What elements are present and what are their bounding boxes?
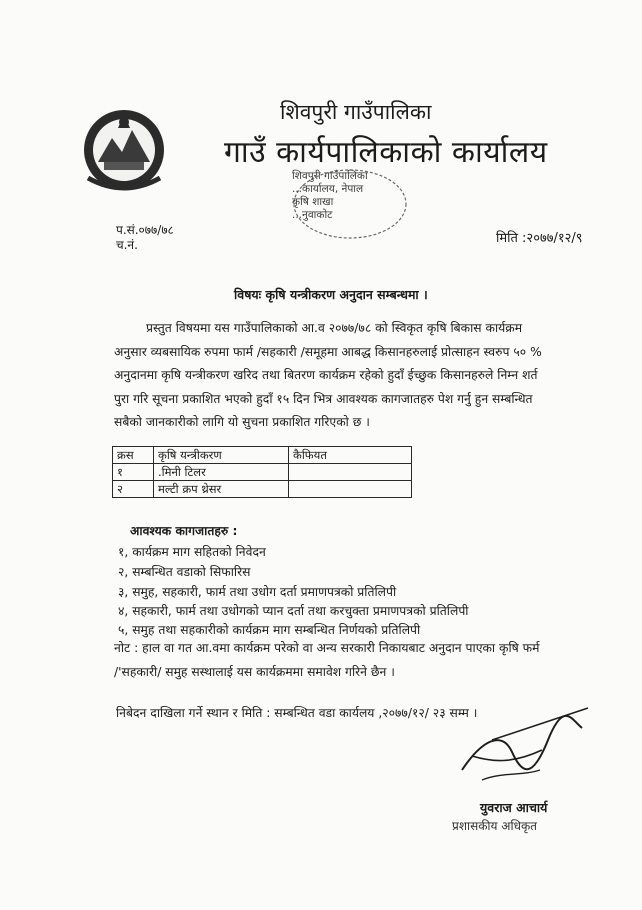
table-cell-machinery: मल्टी क्रप थ्रेसर (154, 481, 289, 498)
reference-number: प.सं.०७७/७८ (116, 223, 174, 237)
column-header-remarks: कैफियत (289, 447, 412, 464)
signatory-post: प्रशासकीय अधिकृत (452, 819, 538, 833)
table-cell-remarks (289, 481, 412, 498)
table-cell-serial: २ (113, 481, 154, 498)
list-item: ५, समुह तथा सहकारीको कार्यक्रम माग सम्बन्धित निर्णयको प्रतिलिपी (118, 623, 421, 637)
signature-icon (452, 700, 592, 790)
dispatch-number: च.नं. (116, 238, 138, 252)
list-item: १, कार्यक्रम माग सहितको निवेदन (118, 545, 266, 559)
list-item: २, सम्बन्धित वडाको सिफारिस (118, 565, 251, 579)
table-row (113, 481, 412, 498)
table-cell-machinery: .मिनी टिलर (154, 464, 289, 481)
column-header-serial: क्रस (113, 447, 154, 464)
table-row (113, 464, 412, 481)
municipality-name: शिवपुरी गाउँपालिका (280, 100, 432, 124)
notice-body: प्रस्तुत विषयमा यस गाउँपालिकाको आ.व २०७७/७८ को स्विकृत कृषि बिकास कार्यक्रम अनुसार व्यबसायिक रुपमा फार्म /सहकारी /समूहमा आबद्ध किसानहरुलाई प्रोत्साहन स्वरुप ५० % अनुदानमा कृषि यन्त्रीकरण खरिद तथा बितरण कार्यक्रम रहेको हुदाँ ईच्छुक किसानहरुले निम्न शर्त पुरा गरि सूचना प्रकाशित भएको हुदाँ १५ दिन भित्र आवश्यक कागजातहरु पेश गर्नु हुन सम्बन्धित सबैको जानकारीको लागि यो सुचना प्रकाशित गरिएको छ । (114, 321, 542, 429)
municipality-emblem-icon (78, 100, 170, 196)
notice-note: नोट : हाल वा गत आ.वमा कार्यक्रम परेको वा अन्य सरकारी निकायबाट अनुदान पाएका कृषि फर्म /'सहकारी/ समुह सस्थालाई यस कार्यक्रममा समावेश गरिने छैन । (114, 641, 540, 679)
table-header-row (113, 447, 412, 464)
table-cell-remarks (289, 464, 412, 481)
list-item: ४, सहकारी, फार्म तथा उधोगको प्यान दर्ता तथा करचुक्ता प्रमाणपत्रको प्रतिलिपी (118, 604, 469, 618)
office-stamp-text: शिवपुरी गाउँपालिका ...कार्यालय, नेपाल कृषि शाखा ...नुवाकोट (292, 170, 368, 221)
office-name: गाउँ कार्यपालिकाको कार्यालय (224, 135, 548, 170)
submission-info: निबेदन दाखिला गर्ने स्थान र मिति : सम्बन्धित वडा कार्यलय ,२०७७/१२/ २३ सम्म । (116, 706, 478, 720)
required-documents-title: आवश्यक कागजातहरु : (130, 524, 238, 538)
column-header-machinery: कृषि यन्त्रीकरण (154, 447, 289, 464)
table-cell-serial: १ (113, 464, 154, 481)
subject-line: विषयः कृषि यन्त्रीकरण अनुदान सम्बन्धमा । (234, 287, 428, 302)
list-item: ३, समुह, सहकारी, फार्म तथा उधोग दर्ता प्रमाणपत्रको प्रतिलिपी (118, 585, 397, 599)
signatory-name: युवराज आचार्य (480, 800, 548, 815)
machinery-table (112, 446, 412, 498)
issue-date: मिति :२०७७/१२/९ (496, 231, 583, 246)
